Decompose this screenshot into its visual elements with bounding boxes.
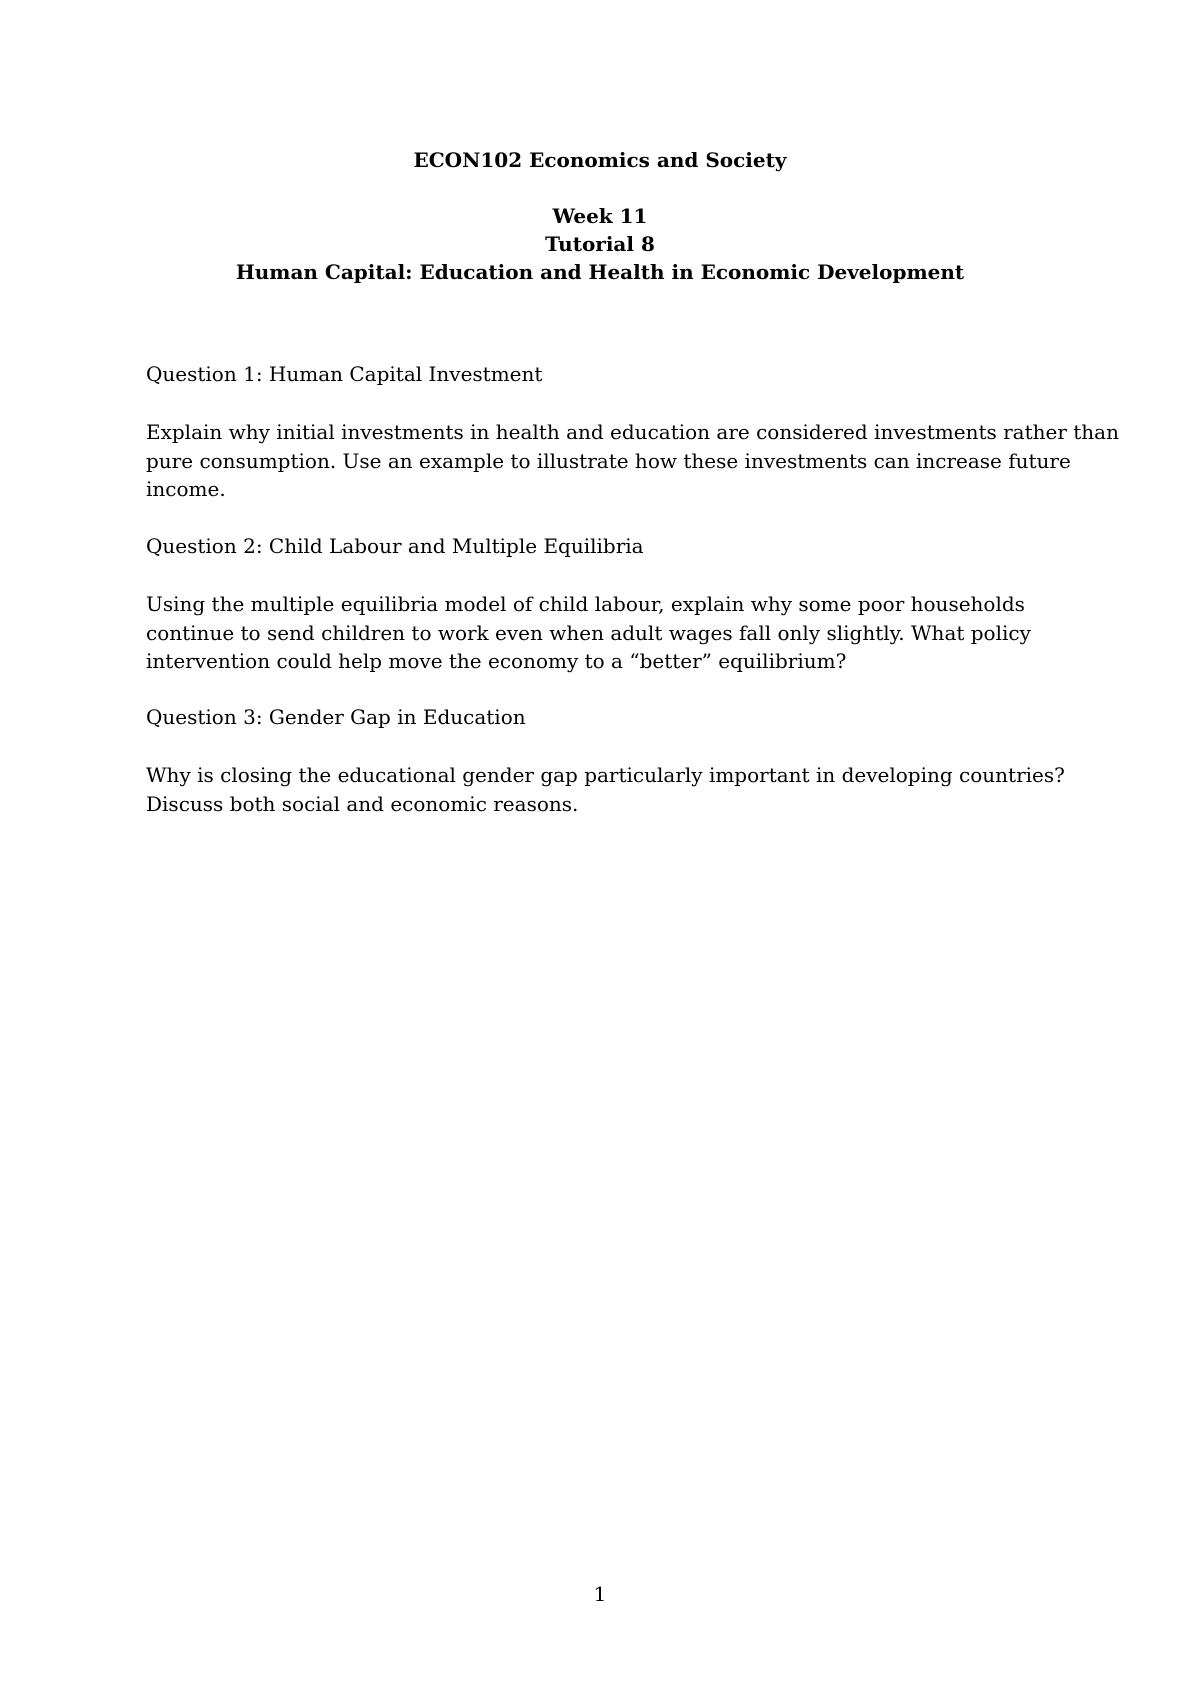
question-2-line: Using the multiple equilibria model of child labour, explain why some poor households (146, 592, 1025, 616)
question-2-line: intervention could help move the economy to a “better” equilibrium? (146, 649, 847, 673)
question-3-line: Discuss both social and economic reasons. (146, 791, 579, 816)
question-1-line: pure consumption. Use an example to illustrate how these investments can increase future (146, 448, 1071, 473)
week-label: Week 11 (552, 204, 648, 228)
tutorial-subtitle: Human Capital: Education and Health in Economic Development (235, 260, 965, 284)
question-3-line: Why is closing the educational gender gap particularly important in developing countries? (146, 763, 1065, 787)
page-number: 1 (593, 1582, 607, 1606)
question-1-body (146, 418, 1119, 504)
course-title: ECON102 Economics and Society (413, 148, 787, 172)
question-2-body (146, 590, 1076, 676)
question-2-line: continue to send children to work even when adult wages fall only slightly. What policy (146, 620, 1031, 645)
question-3-body (146, 761, 1076, 818)
question-2-heading: Question 2: Child Labour and Multiple Equilibria (146, 534, 644, 558)
tutorial-label: Tutorial 8 (545, 232, 655, 256)
question-1-line: Explain why initial investments in health and education are considered investments rather than (146, 420, 1119, 444)
question-1-line: income. (146, 477, 226, 501)
question-3-heading: Question 3: Gender Gap in Education (146, 705, 526, 729)
question-1-heading: Question 1: Human Capital Investment (146, 362, 543, 386)
